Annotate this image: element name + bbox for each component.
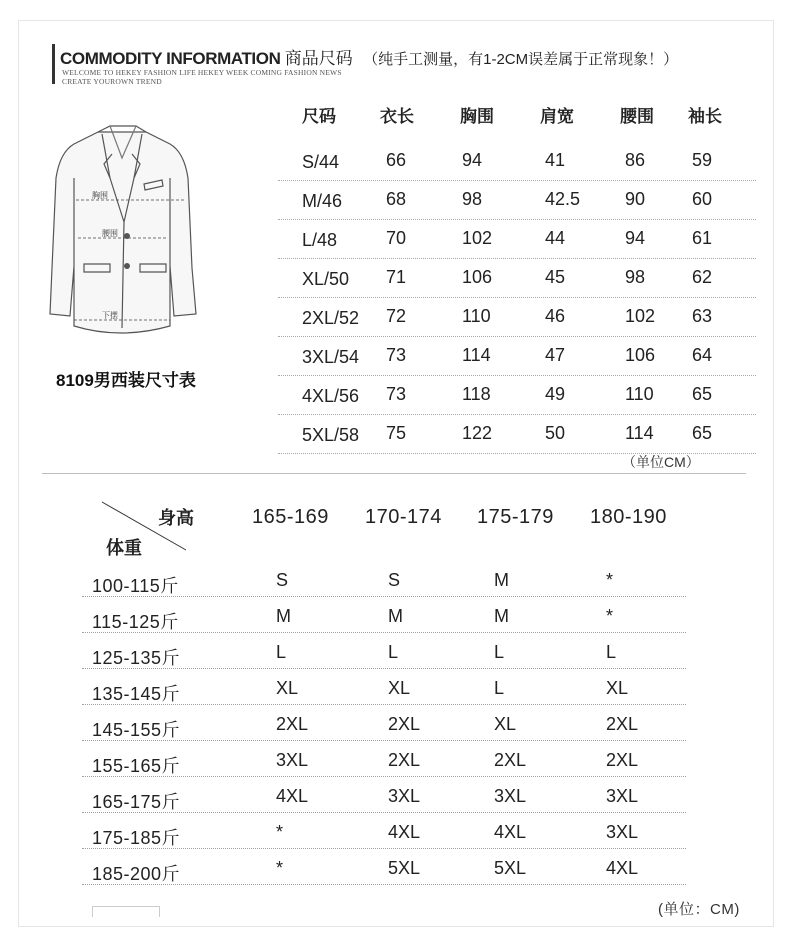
- subtitle-line-2: CREATE YOUROWN TREND: [62, 77, 162, 86]
- fit-table-unit: (单位：CM): [658, 901, 740, 918]
- recommended-size-cell: M: [494, 606, 509, 626]
- row-divider: [82, 668, 686, 669]
- measurement-cell: 70: [386, 228, 407, 248]
- recommended-size-cell: L: [494, 678, 505, 698]
- measurement-cell: 73: [386, 345, 407, 365]
- recommended-size-cell: 2XL: [494, 750, 527, 770]
- recommended-size-cell: 3XL: [388, 786, 421, 806]
- weight-range-label: 175-185斤: [92, 828, 181, 848]
- measurement-cell: 86: [625, 150, 646, 170]
- measurement-cell: 94: [462, 150, 483, 170]
- weight-range-label: 155-165斤: [92, 756, 181, 776]
- row-divider: [82, 596, 686, 597]
- measurement-cell: 41: [545, 150, 566, 170]
- measurement-cell: 66: [386, 150, 407, 170]
- recommended-size-cell: 2XL: [388, 714, 421, 734]
- measurement-cell: 44: [545, 228, 566, 248]
- measurement-cell: 118: [462, 384, 491, 404]
- row-divider: [82, 776, 686, 777]
- recommended-size-cell: XL: [606, 678, 629, 698]
- recommended-size-cell: L: [494, 642, 505, 662]
- size-table-header: 胸围: [460, 107, 494, 126]
- title-english: COMMODITY INFORMATION: [60, 49, 281, 68]
- section-divider: [42, 473, 746, 474]
- measurement-cell: 59: [692, 150, 713, 170]
- measurement-cell: 114: [462, 345, 491, 365]
- measurement-cell: 110: [625, 384, 654, 404]
- measurement-cell: 60: [692, 189, 713, 209]
- recommended-size-cell: *: [276, 858, 284, 878]
- recommended-size-cell: 4XL: [494, 822, 527, 842]
- size-label-cell: 5XL/58: [302, 425, 360, 445]
- row-divider: [82, 812, 686, 813]
- row-divider: [278, 336, 756, 337]
- measurement-cell: 68: [386, 189, 407, 209]
- recommended-size-cell: M: [388, 606, 403, 626]
- measurement-cell: 49: [545, 384, 566, 404]
- corner-weight-label: 体重: [106, 538, 142, 558]
- recommended-size-cell: M: [276, 606, 291, 626]
- measurement-cell: 102: [462, 228, 493, 248]
- measurement-cell: 114: [625, 423, 654, 443]
- weight-range-label: 165-175斤: [92, 792, 181, 812]
- weight-range-label: 100-115斤: [92, 576, 179, 596]
- measurement-cell: 98: [625, 267, 646, 287]
- measurement-cell: 90: [625, 189, 646, 209]
- measurement-cell: 46: [545, 306, 566, 326]
- recommended-size-cell: 2XL: [276, 714, 309, 734]
- measurement-cell: 102: [625, 306, 656, 326]
- page-title: [60, 44, 678, 69]
- row-divider: [278, 375, 756, 376]
- recommended-size-cell: 4XL: [606, 858, 639, 878]
- recommended-size-cell: XL: [276, 678, 299, 698]
- measurement-cell: 42.5: [545, 189, 581, 209]
- recommended-size-cell: S: [388, 570, 401, 590]
- size-table-header: 尺码: [302, 107, 336, 126]
- recommended-size-cell: XL: [494, 714, 517, 734]
- measurement-cell: 45: [545, 267, 566, 287]
- row-divider: [82, 632, 686, 633]
- row-divider: [278, 180, 756, 181]
- size-table-header: 肩宽: [540, 107, 574, 126]
- recommended-size-cell: L: [606, 642, 617, 662]
- row-divider: [82, 848, 686, 849]
- weight-range-label: 185-200斤: [92, 864, 181, 884]
- measurement-cell: 122: [462, 423, 493, 443]
- row-divider: [278, 297, 756, 298]
- measurement-cell: 62: [692, 267, 713, 287]
- footer-mark: [92, 906, 160, 917]
- height-range-header: 180-190: [590, 506, 667, 528]
- size-table-header: 腰围: [620, 107, 654, 126]
- measurement-cell: 98: [462, 189, 483, 209]
- measurement-cell: 110: [462, 306, 491, 326]
- row-divider: [82, 884, 686, 885]
- measurement-cell: 64: [692, 345, 713, 365]
- row-divider: [278, 414, 756, 415]
- recommended-size-cell: 3XL: [606, 822, 639, 842]
- recommended-size-cell: 3XL: [606, 786, 639, 806]
- size-label-cell: M/46: [302, 191, 343, 211]
- measurement-cell: 63: [692, 306, 713, 326]
- weight-range-label: 145-155斤: [92, 720, 181, 740]
- recommended-size-cell: 2XL: [606, 714, 639, 734]
- recommended-size-cell: 2XL: [606, 750, 639, 770]
- weight-range-label: 115-125斤: [92, 612, 179, 632]
- recommended-size-cell: *: [606, 606, 614, 626]
- recommended-size-cell: XL: [388, 678, 411, 698]
- row-divider: [82, 704, 686, 705]
- size-label-cell: 3XL/54: [302, 347, 360, 367]
- recommended-size-cell: 5XL: [494, 858, 527, 878]
- measurement-cell: 94: [625, 228, 646, 248]
- recommended-size-cell: 4XL: [276, 786, 309, 806]
- height-range-header: 165-169: [252, 506, 329, 528]
- size-label-cell: L/48: [302, 230, 338, 250]
- recommended-size-cell: 3XL: [494, 786, 527, 806]
- corner-height-label: 身高: [158, 508, 194, 528]
- recommended-size-cell: S: [276, 570, 289, 590]
- size-table-unit: （单位CM）: [622, 454, 700, 470]
- measurement-cell: 65: [692, 384, 713, 404]
- size-label-cell: S/44: [302, 152, 340, 172]
- height-range-header: 175-179: [477, 506, 554, 528]
- recommended-size-cell: *: [276, 822, 284, 842]
- recommended-size-cell: 4XL: [388, 822, 421, 842]
- title-accent-bar: [52, 44, 55, 84]
- size-label-cell: 2XL/52: [302, 308, 360, 328]
- title-chinese: 商品尺码: [284, 49, 353, 68]
- size-table-header: 衣长: [380, 107, 414, 126]
- subtitle-line-1: WELCOME TO HEKEY FASHION LIFE HEKEY WEEK COMING FASHION NEWS: [62, 68, 342, 77]
- recommended-size-cell: 3XL: [276, 750, 309, 770]
- measurement-cell: 61: [692, 228, 713, 248]
- measurement-note: （纯手工测量，有1-2CM误差属于正常现象！）: [363, 51, 679, 68]
- recommended-size-cell: 5XL: [388, 858, 421, 878]
- label-waist: 腰围: [102, 229, 118, 238]
- recommended-size-cell: 2XL: [388, 750, 421, 770]
- measurement-cell: 47: [545, 345, 566, 365]
- measurement-cell: 106: [625, 345, 656, 365]
- suit-jacket-diagram: [40, 118, 210, 348]
- row-divider: [278, 219, 756, 220]
- recommended-size-cell: L: [388, 642, 399, 662]
- size-label-cell: 4XL/56: [302, 386, 360, 406]
- row-divider: [278, 258, 756, 259]
- label-hem: 下摆: [102, 311, 118, 320]
- recommended-size-cell: *: [606, 570, 614, 590]
- measurement-cell: 71: [386, 267, 407, 287]
- weight-range-label: 135-145斤: [92, 684, 181, 704]
- measurement-cell: 50: [545, 423, 566, 443]
- recommended-size-cell: L: [276, 642, 287, 662]
- measurement-cell: 73: [386, 384, 407, 404]
- size-label-cell: XL/50: [302, 269, 350, 289]
- measurement-cell: 75: [386, 423, 407, 443]
- recommended-size-cell: M: [494, 570, 509, 590]
- measurement-cell: 106: [462, 267, 493, 287]
- height-range-header: 170-174: [365, 506, 442, 528]
- weight-range-label: 125-135斤: [92, 648, 181, 668]
- size-table-header: 袖长: [688, 107, 722, 126]
- row-divider: [82, 740, 686, 741]
- measurement-cell: 65: [692, 423, 713, 443]
- model-name: 8109男西装尺寸表: [56, 371, 196, 390]
- label-chest: 胸围: [92, 191, 108, 200]
- measurement-cell: 72: [386, 306, 407, 326]
